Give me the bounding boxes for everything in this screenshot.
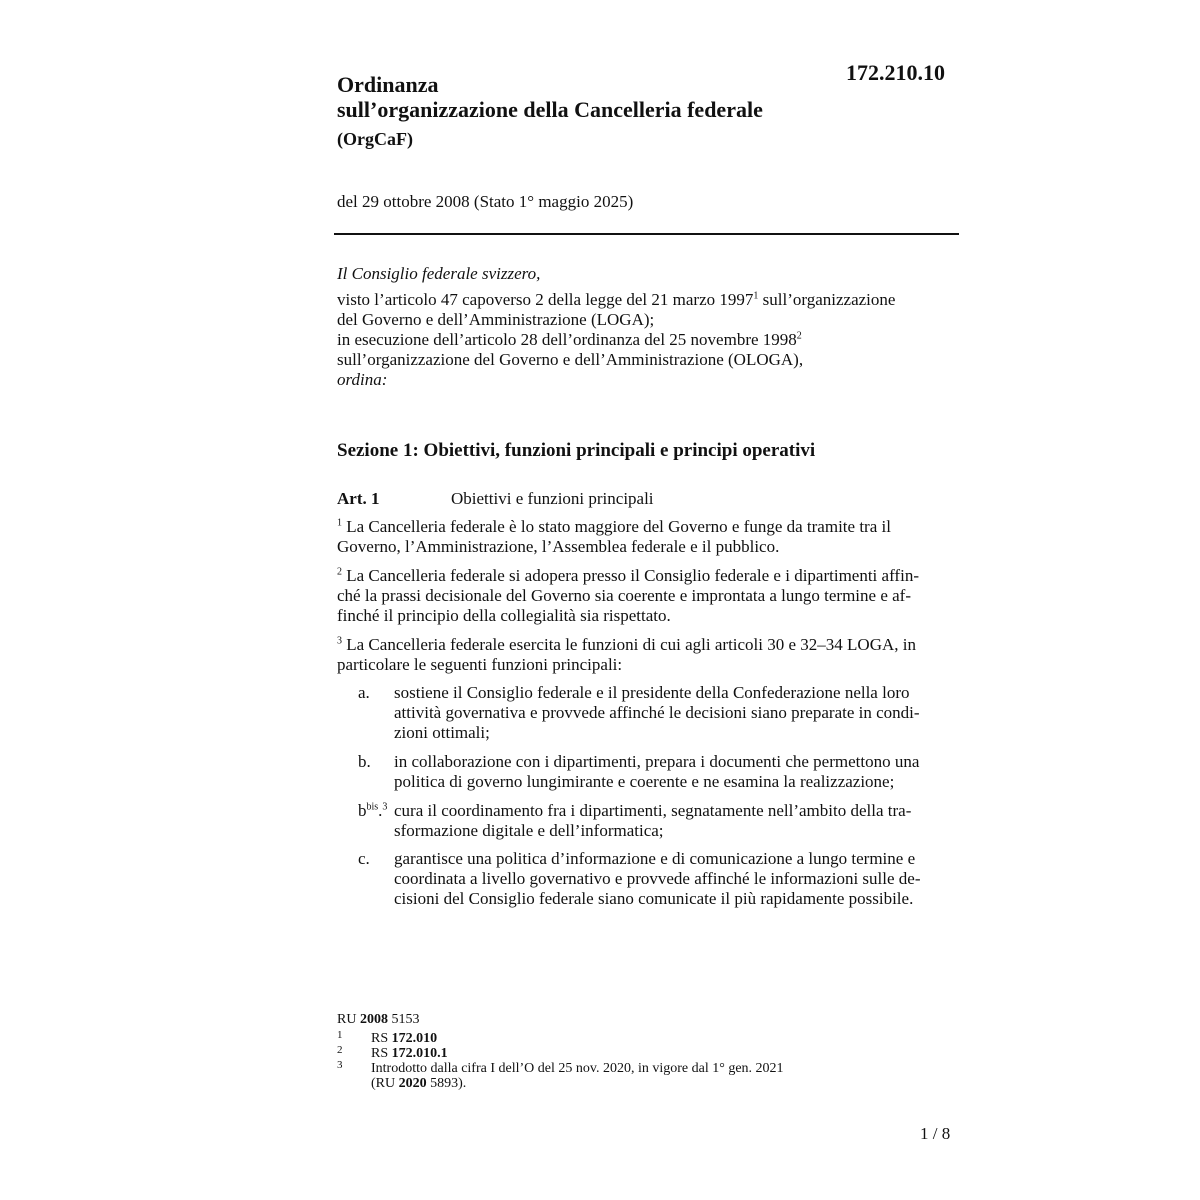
- header-divider: [334, 233, 959, 235]
- paragraph-3: $^3$ La Cancelleria federale esercita le funzioni di cui agli articoli 30 e 32–34 LOGA, in particolare le seguenti funzioni principali:: [337, 635, 916, 674]
- footnote-continuation: (RU 2020 5893).: [371, 1076, 467, 1091]
- preamble-line: in esecuzione dell’articolo 28 dell’ordinanza del 25 novembre 1998$^2$: [337, 330, 802, 349]
- preamble-line: del Governo e dell’Amministrazione (LOGA);: [337, 310, 655, 329]
- document-title: [337, 72, 763, 150]
- official-collection-ref: RU 2008 5153: [337, 1012, 420, 1027]
- preamble-line: visto l’articolo 47 capoverso 2 della legge del 21 marzo 1997$^1$ sull’organizzazione: [337, 290, 896, 309]
- footnote-link[interactable]: 172.010.1: [391, 1046, 448, 1061]
- paragraph-number: 3: [337, 635, 342, 647]
- title-line: sull’organizzazione della Cancelleria federale: [337, 97, 763, 122]
- preamble-ordina: ordina:: [337, 370, 388, 389]
- article-heading: [337, 489, 654, 509]
- article-number: Art. 1: [337, 489, 380, 508]
- footnote-number: 2: [337, 1044, 343, 1056]
- document-number: 172.210.10: [846, 60, 945, 85]
- footnote-ref[interactable]: 3: [382, 801, 388, 813]
- footnote-link[interactable]: 172.010: [391, 1031, 438, 1046]
- paragraph-number: 2: [337, 566, 342, 578]
- title-abbreviation: (OrgCaF): [337, 129, 413, 149]
- section-heading: Sezione 1: Obiettivi, funzioni principali e principi operativi: [337, 440, 816, 461]
- paragraph-number: 1: [337, 517, 342, 529]
- footnote: 1 RS 172.010: [337, 1029, 438, 1046]
- title-line: Ordinanza: [337, 72, 439, 97]
- footnote-number: 1: [337, 1029, 343, 1041]
- preamble: [337, 264, 957, 390]
- footnote-number: 3: [337, 1059, 343, 1071]
- list-item-label: $b^{bis}.^3$: [358, 801, 388, 820]
- paragraph-1: $^1$ La Cancelleria federale è lo stato maggiore del Governo e funge da tramite tra il Governo, l’Amministrazione, l’Assemblea federale e il pubblico.: [337, 517, 891, 556]
- page-number: 1 / 8: [920, 1124, 951, 1143]
- footnote: 3 Introdotto dalla cifra I dell’O del 25 nov. 2020, in vigore dal 1° gen. 2021: [337, 1059, 784, 1076]
- document-date: del 29 ottobre 2008 (Stato 1° maggio 2025): [337, 192, 634, 211]
- article-title: Obiettivi e funzioni principali: [451, 489, 654, 508]
- preamble-line: sull’organizzazione del Governo e dell’Amministrazione (OLOGA),: [337, 350, 804, 369]
- paragraph-2: $^2$ La Cancelleria federale si adopera presso il Consiglio federale e i dipartimenti affin- ché la prassi decisionale del Governo sia coerente e improntata a lungo termine e af- finché il principio della collegialità sia rispettato.: [337, 566, 919, 625]
- list-item-label: a.: [358, 683, 370, 702]
- list-item-label: c.: [358, 849, 370, 868]
- document-page: 172.210.10 Ordinanza sull’organizzazione della Cancelleria federale (OrgCaF) del 29 ottobre 2008 (Stato 1° maggio 2025) Il Consiglio federale svizzero, visto l’articolo 47 capoverso 2 della legge del 21 marzo 1997$^1$ sull’organizzazione del Governo e dell’Amministrazione (LOGA); in esecuzione dell’articolo 28 dell’ordinanza del 25 novembre 1998$^2$ sull’organizzazione del Governo e dell’Amministrazione (OLOGA), ordina: Sezione 1: Obiettivi, funzioni principali e principi operativi Art. 1 Obiettivi e funzioni principali $^1$ La Cancelleria federale è lo stato maggiore del Governo e funge da tramite tra il Governo, l’Amministrazione, l’Assemblea federale e il pubblico. $^2$ La Cancelleria federale si adopera presso il Consiglio federale e i dipartimenti affin- ché la prassi decisionale del Governo sia coerente e improntata a lungo termine e af- finché il principio della collegialità sia rispettato. $^3$ La Cancelleria federale esercita le funzioni di cui agli articoli 30 e 32–34 LOGA, in particolare le seguenti funzioni principali: a. sostiene il Consiglio federale e il presidente della Confederazione nella loro attività governativa e provvede affinché le decisioni siano preparate in condi- zioni ottimali; b. in collaborazione con i dipartimenti, prepara i documenti che permettono una politica di governo lungimirante e coerente e ne esamina la realizzazione; $b^{bis}.^3$ cura il coordinamento fra i dipartimenti, segnatamente nell’ambito della tra- sformazione digitale e dell’informatica; c. garantisce una politica d’informazione e di comunicazione a lungo termine e coordinata a livello governativo e provvede affinché le informazioni sulle de- cisioni del Consiglio federale siano comunicate il più rapidamente possibile. RU 2008 5153 1 RS 172.010 2 RS 172.010.1 3 Introdotto dalla cifra I dell’O del 25 nov. 2020, in vigore dal 1° gen. 2021 (RU 2020 5893). 1 / 8: [0, 0, 1200, 1200]
- footnotes: [337, 1012, 784, 1091]
- footnote-ref[interactable]: 2: [796, 330, 802, 342]
- footnote-ref[interactable]: 1: [753, 290, 759, 302]
- preamble-intro: Il Consiglio federale svizzero,: [337, 264, 541, 283]
- footnote: 2 RS 172.010.1: [337, 1044, 448, 1061]
- list-item-label: b.: [358, 752, 371, 771]
